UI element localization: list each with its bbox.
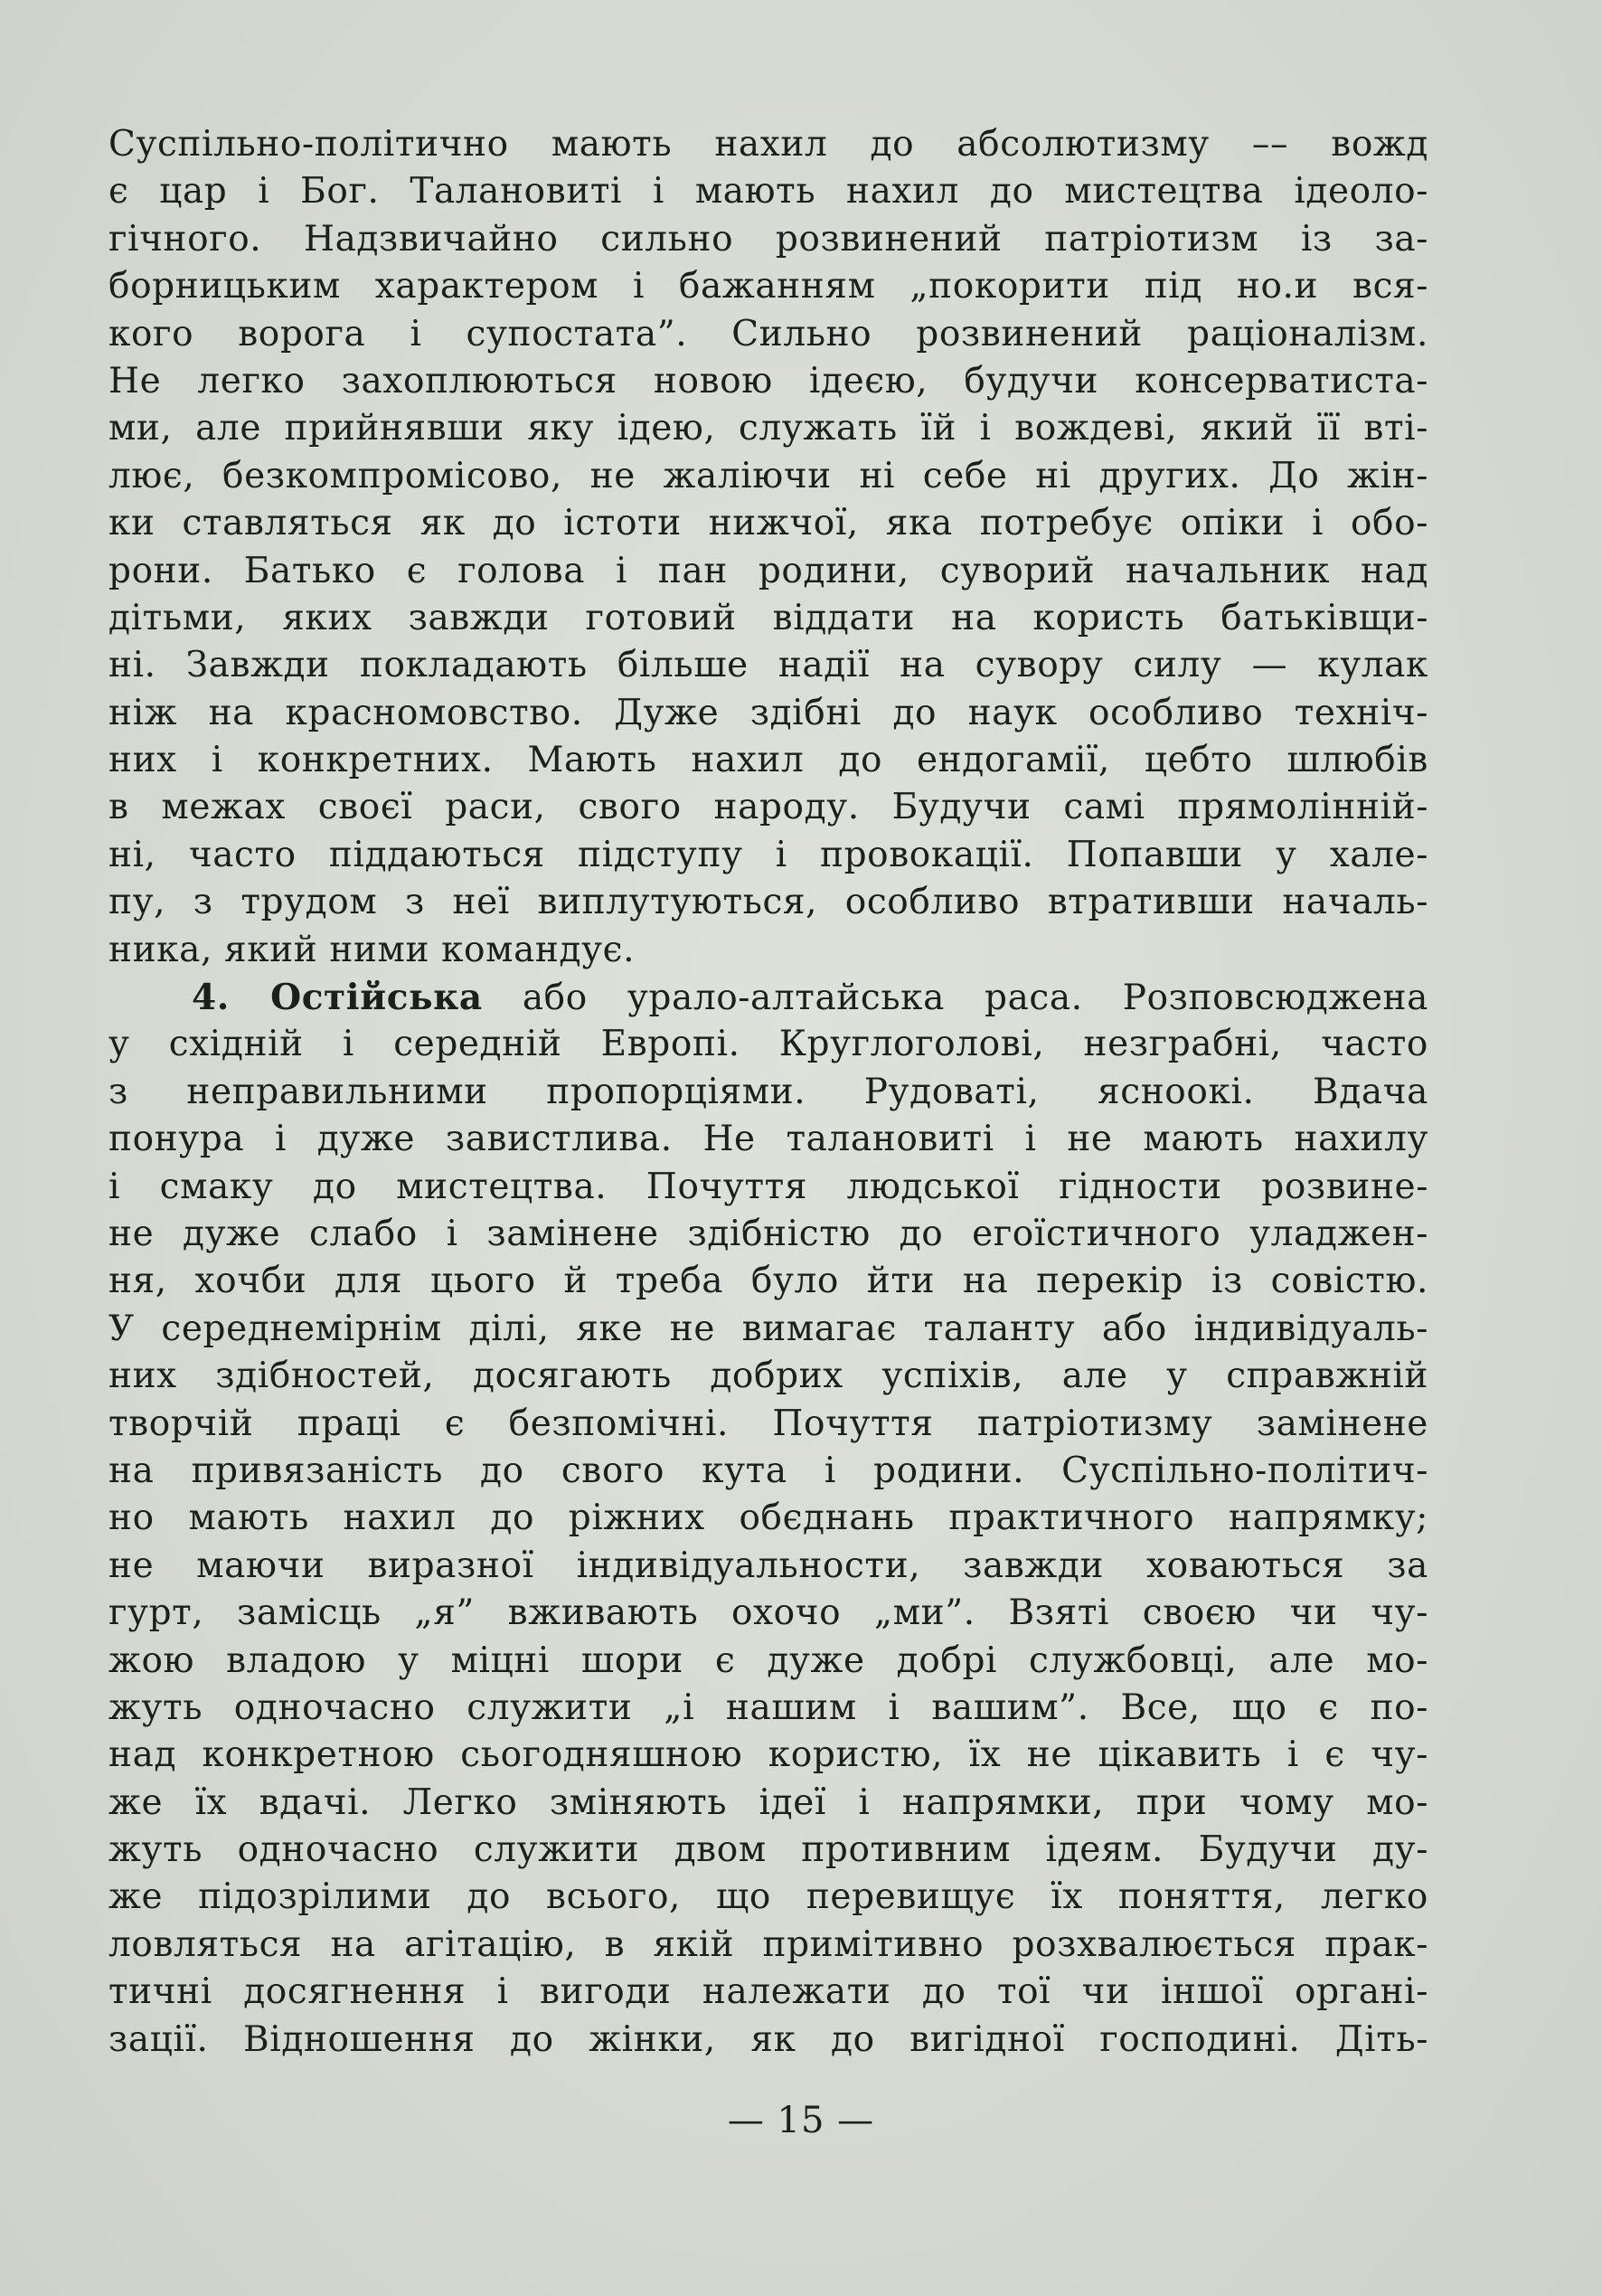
text-line: ки ставляться як до істоти нижчої, яка потребує опіки і обо- <box>108 503 1428 544</box>
paragraph-2-first-line <box>108 974 1428 1021</box>
text-line: є цар і Бог. Талановиті і мають нахил до мистецтва ідеоло- <box>108 171 1428 213</box>
text-line: же їх вдачі. Легко зміняють ідеї і напрямки, при чому мо- <box>108 1781 1428 1823</box>
text-line: в межах своєї раси, свого народу. Будучи самі прямолінній- <box>108 787 1428 828</box>
body-text <box>108 121 1428 2064</box>
text-line: У середнемірнім ділі, яке не вимагає таланту або індивідуаль- <box>108 1308 1428 1349</box>
text-line: ніж на красномовство. Дуже здібні до наук особливо техніч- <box>108 692 1428 733</box>
text-line: у східній і середній Европі. Круглоголові, незграбні, часто <box>108 1024 1428 1065</box>
text-line: же підозрілими до всього, що перевищує їх поняття, легко <box>108 1876 1428 1918</box>
text-line: но мають нахил до ріжних обєднань практичного напрямку; <box>108 1498 1428 1539</box>
text-line: понура і дуже завистлива. Не талановиті і не мають нахилу <box>108 1119 1428 1160</box>
text-line: ня, хочби для цього й треба було йти на перекір із совістю. <box>108 1261 1428 1302</box>
page-number: — 15 — <box>727 2100 875 2141</box>
text-line: жуть одночасно служити „і нашим і вашим”. Все, що є по- <box>108 1687 1428 1728</box>
paragraph-1 <box>108 121 1428 974</box>
text-line: тичні досягнення і вигоди належати до тої чи іншої органі- <box>108 1971 1428 2013</box>
text-line: дітьми, яких завжди готовий віддати на користь батьківщи- <box>108 597 1428 638</box>
text-line: Суспільно-політично мають нахил до абсолютизму –– вожд <box>108 124 1428 165</box>
text-line: над конкретною сьогодняшною користю, їх не цікавить і є чу- <box>108 1734 1428 1776</box>
text-line: творчій праці є безпомічні. Почуття патріотизму замінене <box>108 1403 1428 1444</box>
text-line: і смаку до мистецтва. Почуття людської гідности розвине- <box>108 1166 1428 1207</box>
text-line: пу, з трудом з неї виплутуються, особливо втративши началь- <box>108 882 1428 923</box>
text-line: зації. Відношення до жінки, як до вигідної господині. Діть- <box>108 2018 1428 2060</box>
text-line: лює, безкомпромісово, не жаліючи ні себе ні других. До жін- <box>108 455 1428 496</box>
text-line: ні, часто піддаються підступу і провокації. Попавши у хале- <box>108 834 1428 875</box>
text-line: Не легко захоплюються новою ідеєю, будучи консерватиста- <box>108 360 1428 402</box>
paragraph-2 <box>108 1021 1428 2064</box>
text-line: з неправильними пропорціями. Рудоваті, ясноокі. Вдача <box>108 1071 1428 1112</box>
text-line: жуть одночасно служити двом противним ідеям. Будучи ду- <box>108 1829 1428 1871</box>
text-line: ми, але прийнявши яку ідею, служать їй і вождеві, який її вті- <box>108 408 1428 449</box>
section-heading: 4. Остійська <box>192 977 483 1019</box>
text-line: не маючи виразної індивідуальности, завжди ховаються за <box>108 1545 1428 1586</box>
text-line: ловляться на агітацію, в якій примітивно розхвалюється прак- <box>108 1923 1428 1965</box>
text-line: на привязаність до свого кута і родини. Суспільно-політич- <box>108 1450 1428 1491</box>
text-line: жою владою у міцні шори є дуже добрі службовці, але мо- <box>108 1639 1428 1681</box>
text-line: ні. Завжди покладають більше надії на сувору силу — кулак <box>108 645 1428 686</box>
text-line: гічного. Надзвичайно сильно розвинений патріотизм із за- <box>108 218 1428 260</box>
text-line: борницьким характером і бажанням „покорити під но.и вся- <box>108 266 1428 307</box>
text-line: не дуже слабо і замінене здібністю до егоїстичного уладжен- <box>108 1213 1428 1254</box>
text-line: гурт, замісць „я” вживають охочо „ми”. Взяті своєю чи чу- <box>108 1592 1428 1634</box>
text-line: рони. Батько є голова і пан родини, суворий начальник над <box>108 550 1428 591</box>
text-line: них і конкретних. Мають нахил до ендогамії, цебто шлюбів <box>108 740 1428 781</box>
paragraph-2-first-line-text: або урало-алтайська раса. Розповсюджена <box>482 978 1428 1019</box>
text-line: кого ворога і супостата”. Сильно розвинений раціоналізм. <box>108 313 1428 354</box>
text-line: них здібностей, досягають добрих успіхів, але у справжній <box>108 1356 1428 1397</box>
text-line: ника, який ними командує. <box>108 929 636 970</box>
